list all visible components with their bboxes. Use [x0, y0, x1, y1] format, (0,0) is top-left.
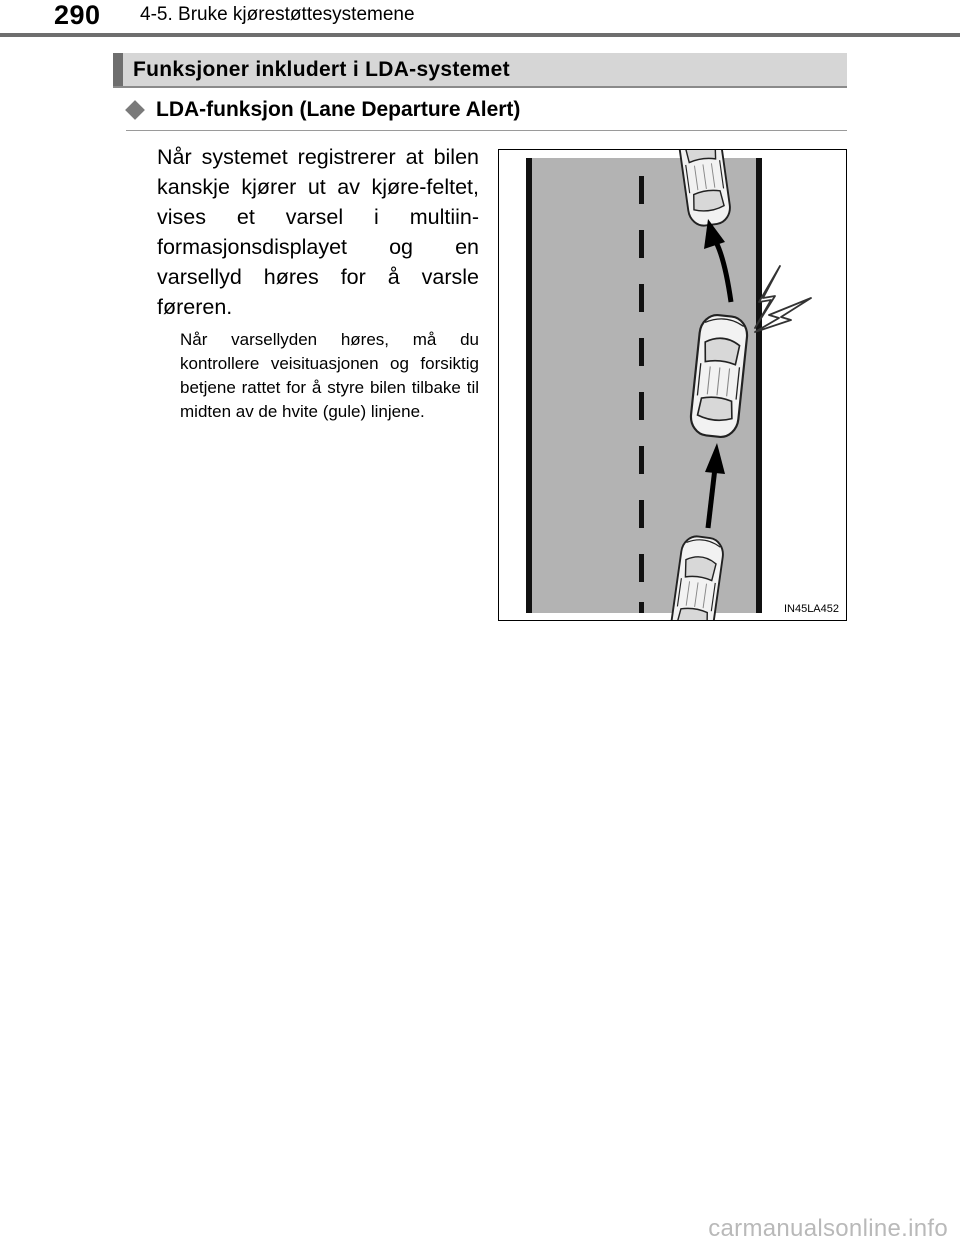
diamond-bullet-icon	[125, 100, 145, 120]
road-edge-right	[756, 158, 762, 613]
lightning-icon	[755, 266, 811, 332]
section-title: Funksjoner inkludert i LDA-systemet	[133, 58, 510, 81]
section-header	[113, 53, 847, 88]
header-rule	[0, 33, 960, 37]
lane-departure-illustration	[498, 149, 847, 621]
note-paragraph: Når varsellyden høres, må du kontrollere veisituasjonen og forsiktig betjene rattet for å styre bilen tilbake til midten av de hvite (gule) linjene.	[180, 330, 479, 421]
figure-code: IN45LA452	[783, 603, 839, 615]
subsection-header	[126, 98, 847, 131]
body-paragraph: Når systemet registrerer at bilen kanskje kjører ut av kjøre-feltet, vises et varsel i multiin-formasjonsdisplayet og en varsellyd høres for å varsle føreren.	[157, 145, 479, 319]
chapter-title: 4-5. Bruke kjørestøttesystemene	[140, 4, 415, 25]
watermark: carmanualsonline.info	[708, 1215, 948, 1242]
road-edge-left	[526, 158, 532, 613]
page-number: 290	[54, 0, 101, 30]
illustration-svg	[499, 150, 847, 621]
section-accent	[113, 53, 123, 86]
subsection-title: LDA-funksjon (Lane Departure Alert)	[156, 98, 521, 121]
